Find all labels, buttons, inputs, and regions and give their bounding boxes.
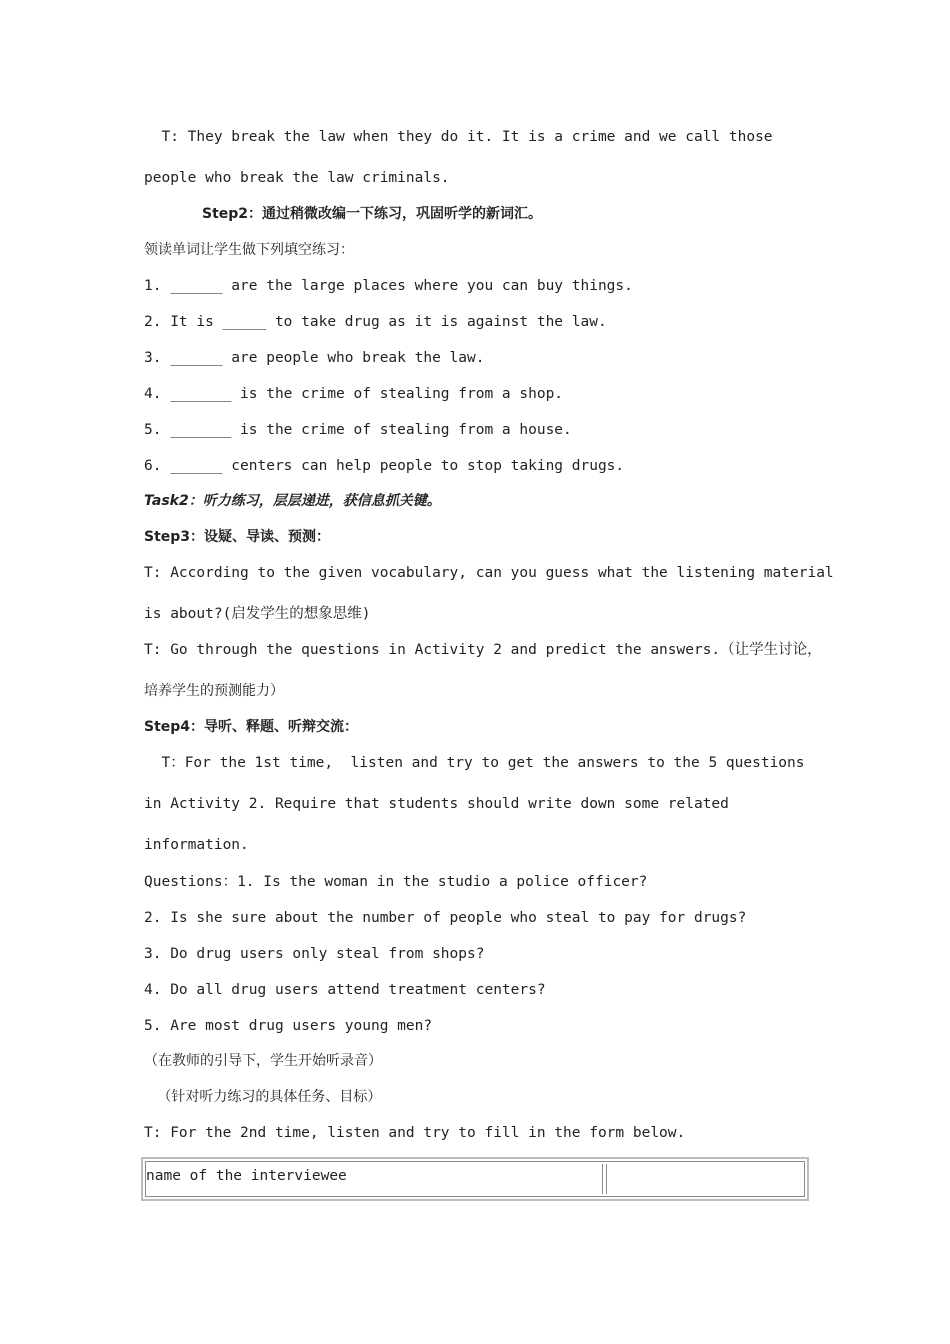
dialogue-line: T：For the 1st time, listen and try to get the answers to the 5 questions (144, 755, 805, 771)
dialogue-line: is about?(启发学生的想象思维) (144, 606, 371, 622)
dialogue-line: in Activity 2. Require that students should write down some related (144, 796, 729, 812)
note-text: （针对听力练习的具体任务、目标） (144, 1089, 382, 1105)
dialogue-line: T: Go through the questions in Activity 2 and predict the answers.（让学生讨论， (144, 642, 822, 658)
question-item: 4. Do all drug users attend treatment centers? (144, 982, 546, 998)
dialogue-line: T: According to the given vocabulary, can you guess what the listening material (144, 565, 834, 581)
cell-divider (602, 1164, 607, 1194)
instruction-text: 领读单词让学生做下列填空练习： (144, 242, 354, 258)
dialogue-line: information. (144, 837, 249, 853)
dialogue-line: T: For the 2nd time, listen and try to fill in the form below. (144, 1125, 686, 1141)
exercise-item: 5. _______ is the crime of stealing from a house. (144, 422, 572, 438)
step-heading: Step2：通过稍微改编一下练习，巩固听学的新词汇。 (202, 206, 543, 222)
note-text: （在教师的引导下，学生开始听录音） (144, 1053, 382, 1069)
step-heading: Step3：设疑、导读、预测： (144, 529, 331, 545)
task-heading: Task2：听力练习，层层递进，获信息抓关键。 (144, 493, 441, 509)
dialogue-line: people who break the law criminals. (144, 170, 450, 186)
question-item: 5. Are most drug users young men? (144, 1018, 433, 1034)
question-item: 3. Do drug users only steal from shops? (144, 946, 485, 962)
dialogue-line: 培养学生的预测能力） (144, 683, 284, 699)
exercise-item: 3. ______ are people who break the law. (144, 350, 485, 366)
question-item: Questions：1. Is the woman in the studio a police officer? (144, 874, 648, 890)
form-label-interviewee: name of the interviewee (146, 1168, 347, 1184)
interview-form-table (141, 1157, 809, 1201)
step-heading: Step4：导听、释题、听辩交流： (144, 719, 359, 735)
dialogue-line: T: They break the law when they do it. It is a crime and we call those (144, 129, 773, 145)
exercise-item: 4. _______ is the crime of stealing from a shop. (144, 386, 564, 402)
exercise-item: 2. It is _____ to take drug as it is against the law. (144, 314, 607, 330)
exercise-item: 6. ______ centers can help people to stop taking drugs. (144, 458, 625, 474)
question-item: 2. Is she sure about the number of people who steal to pay for drugs? (144, 910, 747, 926)
exercise-item: 1. ______ are the large places where you can buy things. (144, 278, 633, 294)
table-row (145, 1161, 805, 1197)
